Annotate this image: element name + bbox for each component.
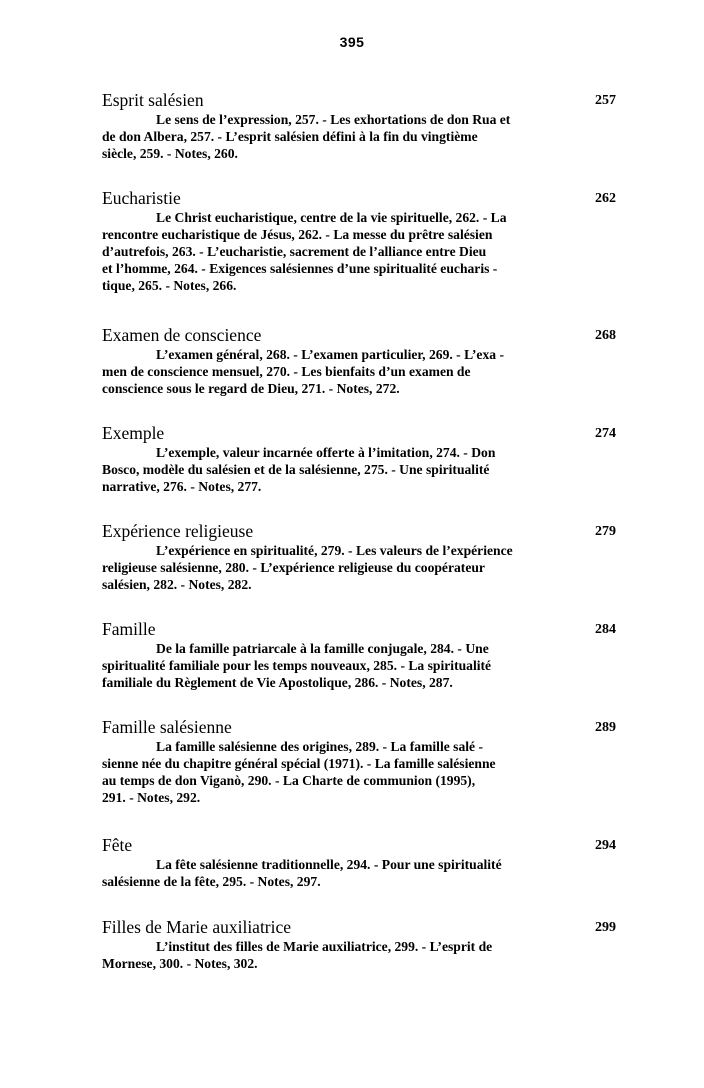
summary-line: De la famille patriarcale à la famille conjugale, 284. - Une: [156, 641, 489, 656]
summary-line: Le sens de l’expression, 257. - Les exhortations de don Rua et: [156, 112, 511, 127]
toc-entry-page: 284: [595, 622, 616, 637]
summary-line: La famille salésienne des origines, 289. - La famille salé -: [156, 739, 483, 754]
summary-line: rencontre eucharistique de Jésus, 262. - La messe du prêtre salésien: [102, 227, 493, 242]
toc-entry: [102, 89, 616, 187]
toc-entry-page: 289: [595, 720, 616, 735]
summary-line: sienne née du chapitre général spécial (1971). - La famille salésienne: [102, 756, 496, 771]
summary-line: salésienne de la fête, 295. - Notes, 297.: [102, 874, 321, 889]
toc-entry-header: [102, 422, 616, 444]
toc-entry-header: [102, 324, 616, 346]
summary-line: spiritualité familiale pour les temps nouveaux, 285. - La spiritualité: [102, 658, 492, 673]
summary-line: Le Christ eucharistique, centre de la vie spirituelle, 262. - La: [156, 210, 507, 225]
toc-entry: [102, 716, 616, 834]
toc-entry-page: 299: [595, 920, 616, 935]
toc-entry-page: 294: [595, 838, 616, 853]
toc-entry-summary: [102, 444, 562, 495]
toc-entry-summary: [102, 738, 562, 806]
toc-entry-header: [102, 916, 616, 938]
toc-entry-title: Famille salésienne: [102, 717, 232, 737]
table-of-contents: [102, 89, 616, 998]
toc-entry: [102, 618, 616, 716]
toc-entry-summary: [102, 640, 562, 691]
summary-line: Bosco, modèle du salésien et de la salésienne, 275. - Une spiritualité: [102, 462, 490, 477]
toc-entry-page: 262: [595, 191, 616, 206]
toc-entry-page: 279: [595, 524, 616, 539]
toc-entry-summary: [102, 856, 562, 890]
toc-entry-header: [102, 834, 616, 856]
summary-line: L’exemple, valeur incarnée offerte à l’imitation, 274. - Don: [156, 445, 496, 460]
toc-entry-page: 268: [595, 328, 616, 343]
summary-line: L’institut des filles de Marie auxiliatrice, 299. - L’esprit de: [156, 939, 493, 954]
summary-line: L’expérience en spiritualité, 279. - Les valeurs de l’expérience: [156, 543, 513, 558]
toc-entry-summary: [102, 111, 562, 162]
toc-entry-title: Expérience religieuse: [102, 521, 254, 541]
summary-line: Mornese, 300. - Notes, 302.: [102, 956, 258, 971]
toc-entry-summary: [102, 346, 562, 397]
page-number: 395: [339, 34, 365, 50]
summary-line: tique, 265. - Notes, 266.: [102, 278, 237, 293]
toc-entry: [102, 324, 616, 422]
toc-entry: [102, 520, 616, 618]
toc-entry: [102, 834, 616, 916]
summary-line: conscience sous le regard de Dieu, 271. - Notes, 272.: [102, 381, 400, 396]
summary-line: La fête salésienne traditionnelle, 294. - Pour une spiritualité: [156, 857, 502, 872]
toc-entry-title: Famille: [102, 619, 156, 639]
summary-line: L’examen général, 268. - L’examen particulier, 269. - L’exa -: [156, 347, 504, 362]
summary-line: 291. - Notes, 292.: [102, 790, 201, 805]
summary-line: de don Albera, 257. - L’esprit salésien défini à la fin du vingtième: [102, 129, 478, 144]
toc-entry: [102, 187, 616, 324]
toc-entry-page: 274: [595, 426, 616, 441]
toc-entry-title: Exemple: [102, 423, 165, 443]
summary-line: narrative, 276. - Notes, 277.: [102, 479, 262, 494]
summary-line: siècle, 259. - Notes, 260.: [102, 146, 238, 161]
toc-entry-header: [102, 520, 616, 542]
summary-line: men de conscience mensuel, 270. - Les bienfaits d’un examen de: [102, 364, 471, 379]
toc-entry-header: [102, 187, 616, 209]
toc-entry-page: 257: [595, 93, 616, 108]
toc-entry-header: [102, 618, 616, 640]
toc-entry-title: Fête: [102, 835, 133, 855]
toc-entry-title: Eucharistie: [102, 188, 181, 208]
summary-line: d’autrefois, 263. - L’eucharistie, sacrement de l’alliance entre Dieu: [102, 244, 487, 259]
toc-entry-summary: [102, 209, 562, 294]
summary-line: au temps de don Viganò, 290. - La Charte de communion (1995),: [102, 773, 476, 788]
toc-entry-header: [102, 716, 616, 738]
toc-entry: [102, 916, 616, 998]
toc-entry-summary: [102, 542, 562, 593]
summary-line: familiale du Règlement de Vie Apostolique, 286. - Notes, 287.: [102, 675, 453, 690]
summary-line: salésien, 282. - Notes, 282.: [102, 577, 252, 592]
summary-line: religieuse salésienne, 280. - L’expérience religieuse du coopérateur: [102, 560, 485, 575]
summary-line: et l’homme, 264. - Exigences salésiennes d’une spiritualité eucharis -: [102, 261, 498, 276]
toc-entry-title: Filles de Marie auxiliatrice: [102, 917, 292, 937]
toc-entry-header: [102, 89, 616, 111]
toc-entry-title: Examen de conscience: [102, 325, 262, 345]
toc-entry: [102, 422, 616, 520]
toc-entry-summary: [102, 938, 562, 972]
toc-entry-title: Esprit salésien: [102, 90, 204, 110]
